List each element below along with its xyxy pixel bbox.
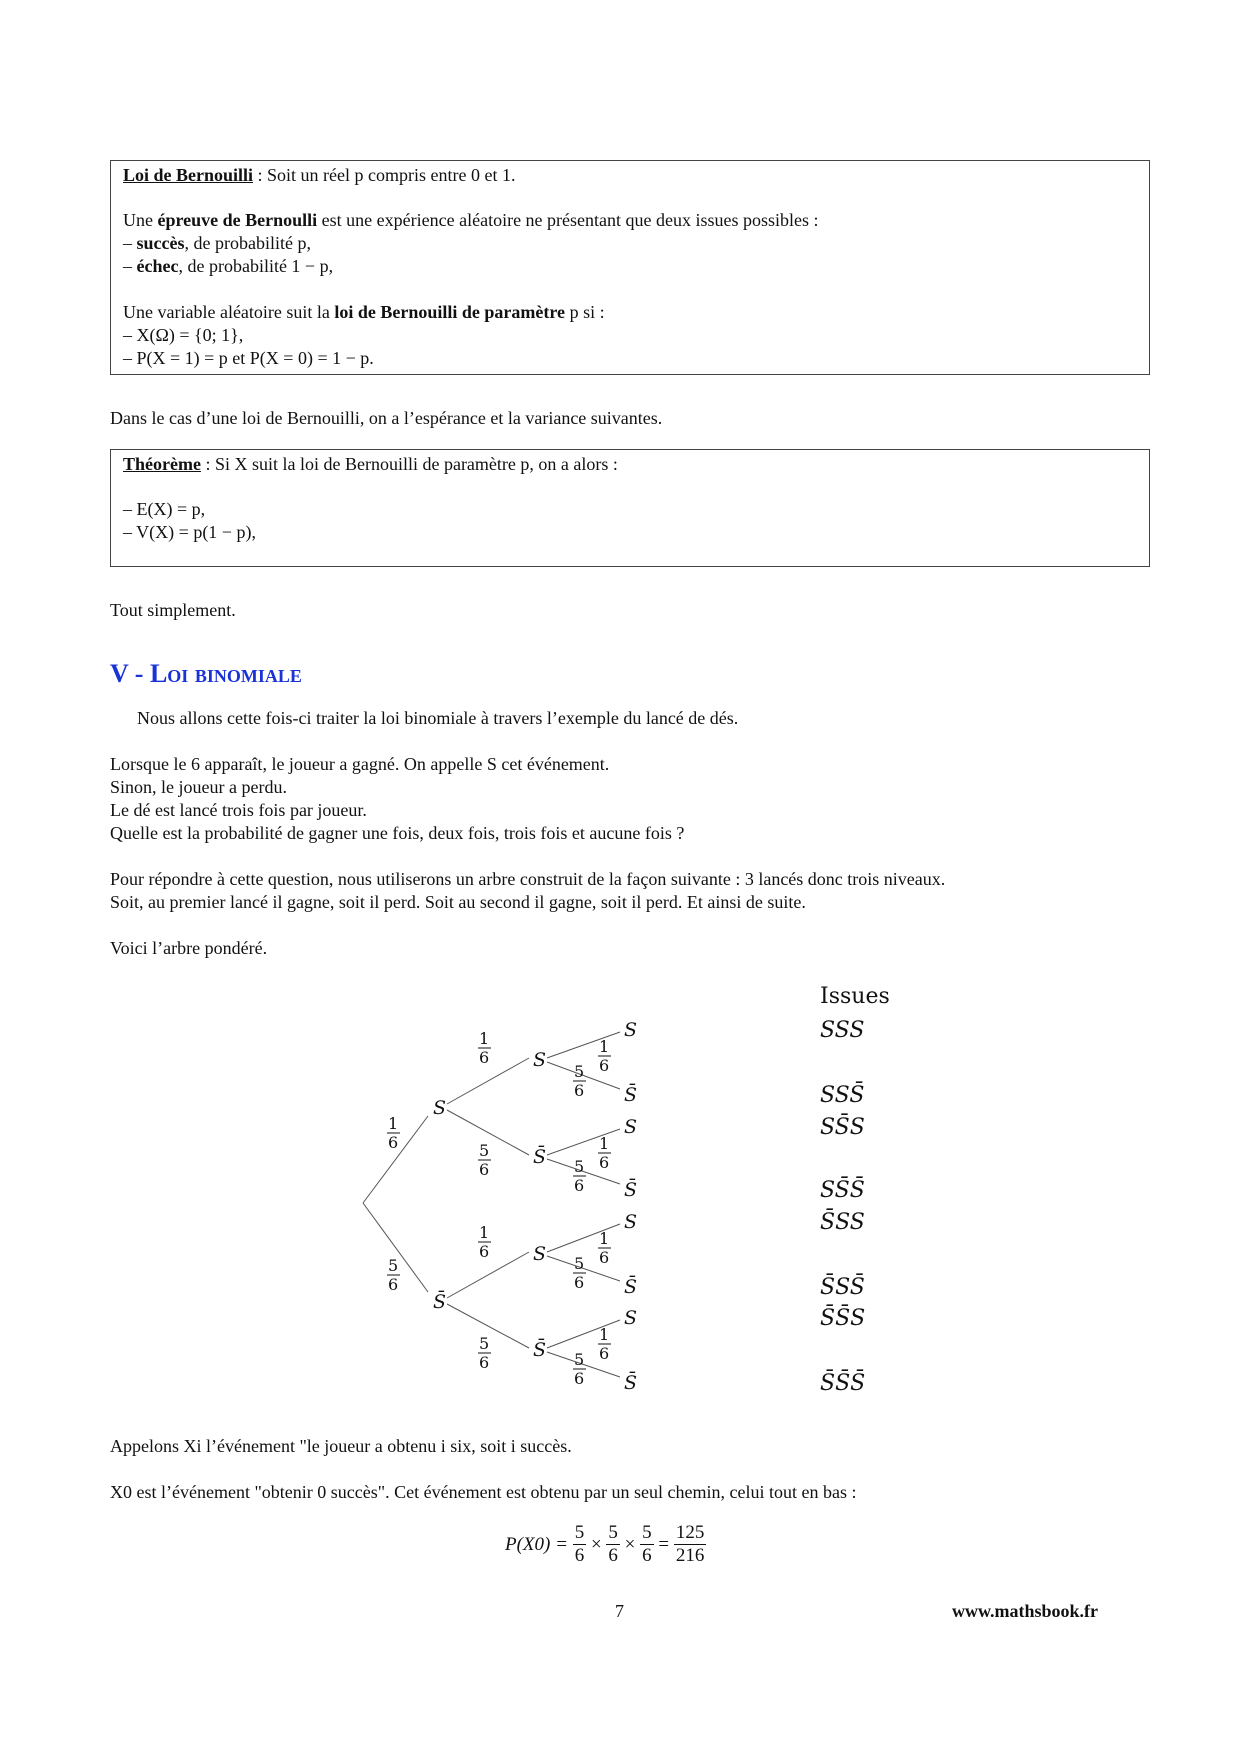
branch-probability-denominator: 6 — [479, 1242, 490, 1261]
section-number: V - — [110, 659, 150, 688]
outcome-label: S̄SS̄ — [820, 1275, 865, 1300]
text-fragment: Une — [123, 210, 158, 230]
theorem-intro: : Si X suit la loi de Bernouilli de paramètre p, on a alors : — [200, 454, 618, 474]
denominator: 6 — [574, 1545, 585, 1566]
bernoulli-title: Loi de Bernouilli — [123, 165, 254, 185]
equals-sign: = — [658, 1534, 670, 1555]
branch-probability-denominator: 6 — [388, 1275, 399, 1294]
method-line-1: Pour répondre à cette question, nous utiliserons un arbre construit de la façon suivante : 3 lancés donc trois niveaux. — [110, 869, 946, 889]
branch-probability-denominator: 6 — [599, 1248, 610, 1267]
branch-probability-denominator: 6 — [599, 1153, 610, 1172]
bold-term: succès — [136, 233, 185, 253]
branch-probability-numerator: 5 — [574, 1062, 585, 1081]
numerator: 5 — [574, 1522, 585, 1543]
leaf-S-bar: S̄ — [624, 1372, 638, 1394]
branch-probability-numerator: 1 — [599, 1325, 610, 1344]
branch-probability-numerator: 1 — [479, 1223, 490, 1242]
text-fragment: , de probabilité 1 − p, — [178, 256, 334, 276]
bold-term: loi de Bernouilli de paramètre — [334, 302, 566, 322]
branch-probability-denominator: 6 — [479, 1353, 490, 1372]
numerator: 5 — [608, 1522, 618, 1543]
bold-term: épreuve de Bernoulli — [157, 210, 318, 230]
leaf-S-bar: S̄ — [624, 1179, 638, 1201]
fraction — [640, 1522, 654, 1567]
text-fragment: Une variable aléatoire suit la — [123, 302, 335, 322]
branch-probability-numerator: 5 — [574, 1157, 585, 1176]
page-number: 7 — [615, 1601, 624, 1621]
question-line: Quelle est la probabilité de gagner une fois, deux fois, trois fois et aucune fois ? — [110, 823, 685, 843]
tree-intro: Voici l’arbre pondéré. — [110, 938, 268, 958]
denominator: 216 — [675, 1545, 705, 1566]
rule-line-3: Le dé est lancé trois fois par joueur. — [110, 800, 367, 820]
branch-probability-numerator: 1 — [599, 1037, 610, 1056]
outcome-label: SS̄S — [820, 1115, 865, 1140]
branch-probability-numerator: 1 — [599, 1134, 610, 1153]
leaf-S: S — [624, 1211, 638, 1233]
result-fraction — [674, 1522, 707, 1567]
leaf-S-bar: S̄ — [624, 1276, 638, 1298]
fraction — [573, 1522, 587, 1567]
branch-probability-numerator: 5 — [479, 1334, 490, 1353]
times-sign: × — [624, 1534, 636, 1555]
branch-probability-numerator: 5 — [479, 1141, 490, 1160]
branch-probability-numerator: 1 — [388, 1114, 399, 1133]
leaf-S-bar: S̄ — [624, 1084, 638, 1106]
text-fragment: p si : — [565, 302, 605, 322]
bernoulli-omega-item: – X(Ω) = {0; 1}, — [123, 325, 244, 345]
outcome-label: SSS — [820, 1018, 865, 1043]
text-fragment: est une expérience aléatoire ne présentant que deux issues possibles : — [317, 210, 819, 230]
times-sign: × — [590, 1534, 602, 1555]
branch-probability-numerator: 5 — [574, 1254, 585, 1273]
outcome-label: SSS̄ — [820, 1083, 865, 1108]
intro-paragraph: Nous allons cette fois-ci traiter la loi binomiale à travers l’exemple du lancé de dés. — [137, 708, 739, 728]
node-S: S — [533, 1243, 547, 1265]
issues-header: Issues — [820, 984, 890, 1009]
formula-lhs: P(X0) = — [505, 1534, 568, 1555]
branch-probability-denominator: 6 — [574, 1369, 585, 1388]
x0-paragraph: X0 est l’événement "obtenir 0 succès". Cet événement est obtenu par un seul chemin, celui tout en bas : — [110, 1482, 857, 1502]
branch-probability-numerator: 5 — [574, 1350, 585, 1369]
branch-probability-denominator: 6 — [388, 1133, 399, 1152]
branch-probability-denominator: 6 — [574, 1081, 585, 1100]
node-S-bar: S̄ — [433, 1291, 447, 1313]
branch-probability-denominator: 6 — [479, 1048, 490, 1067]
theorem-esperance-item: – E(X) = p, — [123, 499, 206, 519]
branch-probability-denominator: 6 — [599, 1056, 610, 1075]
dash: – — [123, 256, 137, 276]
outcome-label: S̄S̄S̄ — [820, 1371, 866, 1396]
branch-probability-denominator: 6 — [599, 1344, 610, 1363]
esperance-paragraph: Dans le cas d’une loi de Bernouilli, on a l’espérance et la variance suivantes. — [110, 408, 663, 428]
bernoulli-intro: : Soit un réel p compris entre 0 et 1. — [253, 165, 516, 185]
numerator: 125 — [675, 1522, 705, 1543]
outcome-label: S̄SS — [820, 1210, 865, 1235]
denominator: 6 — [642, 1545, 652, 1566]
branch-probability-numerator: 1 — [599, 1229, 610, 1248]
bernoulli-prob-item: – P(X = 1) = p et P(X = 0) = 1 − p. — [123, 348, 374, 368]
outcome-label: S̄S̄S — [820, 1306, 866, 1331]
branch-probability-denominator: 6 — [479, 1160, 490, 1179]
branch-probability-denominator: 6 — [574, 1176, 585, 1195]
branch-probability-denominator: 6 — [574, 1273, 585, 1292]
leaf-S: S — [624, 1307, 638, 1329]
dash: – — [123, 233, 137, 253]
rule-line-1: Lorsque le 6 apparaît, le joueur a gagné. On appelle S cet événement. — [110, 754, 610, 774]
method-line-2: Soit, au premier lancé il gagne, soit il perd. Soit au second il gagne, soit il perd. Et ainsi de suite. — [110, 892, 806, 912]
fraction — [606, 1522, 620, 1567]
text-fragment: , de probabilité p, — [184, 233, 311, 253]
numerator: 5 — [642, 1522, 652, 1543]
denominator: 6 — [608, 1545, 618, 1566]
node-S: S — [533, 1049, 547, 1071]
bold-term: échec — [136, 256, 179, 276]
leaf-S: S — [624, 1116, 638, 1138]
branch-probability-numerator: 5 — [388, 1256, 399, 1275]
branch-probability-numerator: 1 — [479, 1029, 490, 1048]
simple-paragraph: Tout simplement. — [110, 600, 236, 620]
theorem-variance-item: – V(X) = p(1 − p), — [123, 522, 256, 542]
section-name: Loi binomiale — [149, 659, 302, 688]
node-S-bar: S̄ — [533, 1339, 547, 1361]
node-S: S — [433, 1097, 447, 1119]
outcome-label: SS̄S̄ — [820, 1178, 865, 1203]
leaf-S: S — [624, 1019, 638, 1041]
rule-line-2: Sinon, le joueur a perdu. — [110, 777, 287, 797]
definition-xi: Appelons Xi l’événement "le joueur a obtenu i six, soit i succès. — [110, 1436, 572, 1456]
node-S-bar: S̄ — [533, 1146, 547, 1168]
site-url: www.mathsbook.fr — [952, 1601, 1099, 1621]
theorem-title: Théorème — [123, 454, 201, 474]
probability-formula — [505, 1522, 706, 1567]
